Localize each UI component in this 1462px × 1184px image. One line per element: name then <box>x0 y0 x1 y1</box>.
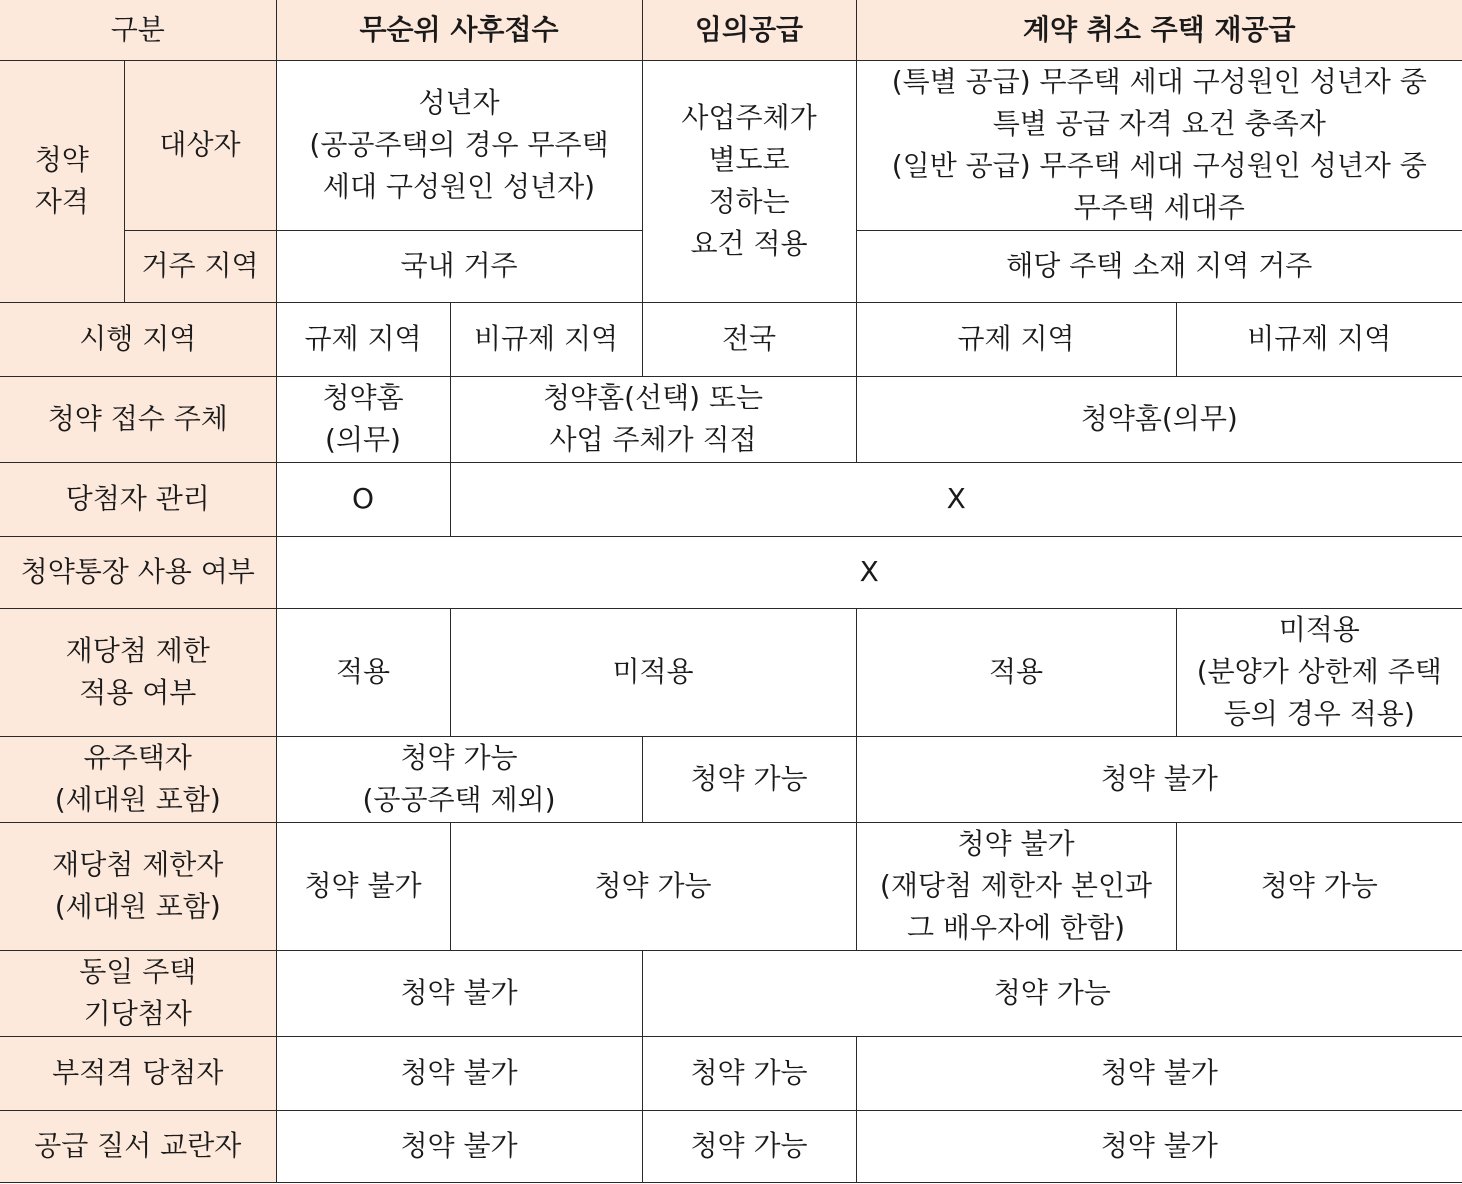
row-target <box>0 60 1462 230</box>
homeowner-cancelled: 청약 불가 <box>856 736 1462 822</box>
restricted-a: 청약 불가 <box>276 822 450 950</box>
same-house-unranked: 청약 불가 <box>276 950 642 1036</box>
account-value: X <box>276 536 1462 608</box>
text-line: (공공주택 제외) <box>362 783 556 816</box>
rewin-a: 적용 <box>276 608 450 736</box>
text-line: 무주택 세대주 <box>1073 191 1245 224</box>
row-winner-management <box>0 462 1462 536</box>
text-line: 유주택자 <box>83 741 192 774</box>
text-line: (공공주택의 경우 무주택 <box>309 128 609 161</box>
row-restricted <box>0 822 1462 950</box>
reception-middle <box>450 376 856 462</box>
rewin-c: 적용 <box>856 608 1176 736</box>
restricted-label <box>0 822 276 950</box>
row-homeowner <box>0 736 1462 822</box>
region-cell: 비규제 지역 <box>1176 302 1462 376</box>
text-line: 특별 공급 자격 요건 충족자 <box>992 107 1326 140</box>
text-line: 동일 주택 <box>79 955 197 988</box>
unqualified-label: 부적격 당첨자 <box>0 1036 276 1110</box>
target-cancelled <box>856 60 1462 230</box>
same-house-rest: 청약 가능 <box>642 950 1462 1036</box>
header-cancelled: 계약 취소 주택 재공급 <box>856 0 1462 60</box>
text-line: 청약홈(선택) 또는 <box>542 381 764 414</box>
text-line: 등의 경우 적용) <box>1223 697 1415 730</box>
homeowner-label <box>0 736 276 822</box>
text-line: (재당첨 제한자 본인과 <box>879 869 1153 902</box>
reception-cancelled: 청약홈(의무) <box>856 376 1462 462</box>
rewin-label <box>0 608 276 736</box>
header-category: 구분 <box>0 0 276 60</box>
text-line: 세대 구성원인 성년자) <box>322 170 596 203</box>
region-cell: 규제 지역 <box>276 302 450 376</box>
disruptor-cancelled: 청약 불가 <box>856 1110 1462 1182</box>
target-label: 대상자 <box>124 60 276 230</box>
residence-label: 거주 지역 <box>124 230 276 302</box>
text-line: (의무) <box>325 423 401 456</box>
winner-mgmt-rest: X <box>450 462 1462 536</box>
region-cell: 규제 지역 <box>856 302 1176 376</box>
restricted-d: 청약 가능 <box>1176 822 1462 950</box>
unqualified-cancelled: 청약 불가 <box>856 1036 1462 1110</box>
account-label: 청약통장 사용 여부 <box>0 536 276 608</box>
text-line: 정하는 <box>708 185 790 218</box>
reception-label: 청약 접수 주체 <box>0 376 276 462</box>
row-unqualified <box>0 1036 1462 1110</box>
region-label: 시행 지역 <box>0 302 276 376</box>
target-arbitrary <box>642 60 856 302</box>
target-unranked <box>276 60 642 230</box>
residence-unranked: 국내 거주 <box>276 230 642 302</box>
text-line: (세대원 포함) <box>54 783 221 816</box>
rewin-d <box>1176 608 1462 736</box>
text-line: 성년자 <box>418 86 500 119</box>
text-line: (세대원 포함) <box>54 890 221 923</box>
eligibility-label-line: 청약 <box>34 143 89 176</box>
disruptor-arbitrary: 청약 가능 <box>642 1110 856 1182</box>
header-row <box>0 0 1462 60</box>
row-disruptor <box>0 1110 1462 1182</box>
text-line: 재당첨 제한자 <box>52 848 224 881</box>
unqualified-unranked: 청약 불가 <box>276 1036 642 1110</box>
row-region <box>0 302 1462 376</box>
text-line: 청약 불가 <box>957 827 1075 860</box>
residence-cancelled: 해당 주택 소재 지역 거주 <box>856 230 1462 302</box>
text-line: 적용 여부 <box>79 676 197 709</box>
text-line: 별도로 <box>708 143 790 176</box>
disruptor-label: 공급 질서 교란자 <box>0 1110 276 1182</box>
homeowner-unranked <box>276 736 642 822</box>
region-cell: 비규제 지역 <box>450 302 642 376</box>
text-line: (특별 공급) 무주택 세대 구성원인 성년자 중 <box>891 65 1427 98</box>
header-arbitrary: 임의공급 <box>642 0 856 60</box>
disruptor-unranked: 청약 불가 <box>276 1110 642 1182</box>
text-line: 사업주체가 <box>681 101 817 134</box>
restricted-b: 청약 가능 <box>450 822 856 950</box>
region-cell: 전국 <box>642 302 856 376</box>
eligibility-label-line: 자격 <box>34 185 89 218</box>
winner-mgmt-regulated: O <box>276 462 450 536</box>
rewin-b: 미적용 <box>450 608 856 736</box>
homeowner-arbitrary: 청약 가능 <box>642 736 856 822</box>
text-line: 사업 주체가 직접 <box>549 423 757 456</box>
text-line: (일반 공급) 무주택 세대 구성원인 성년자 중 <box>891 149 1427 182</box>
reception-regulated <box>276 376 450 462</box>
text-line: 재당첨 제한 <box>65 634 210 667</box>
restricted-c <box>856 822 1176 950</box>
unqualified-arbitrary: 청약 가능 <box>642 1036 856 1110</box>
text-line: 청약 가능 <box>400 741 518 774</box>
winner-mgmt-label: 당첨자 관리 <box>0 462 276 536</box>
eligibility-group-label <box>0 60 124 302</box>
row-reception <box>0 376 1462 462</box>
row-same-house <box>0 950 1462 1036</box>
same-house-label <box>0 950 276 1036</box>
header-unranked: 무순위 사후접수 <box>276 0 642 60</box>
row-rewin-restriction <box>0 608 1462 736</box>
text-line: 미적용 <box>1278 613 1360 646</box>
text-line: 그 배우자에 한함) <box>906 911 1126 944</box>
text-line: (분양가 상한제 주택 <box>1196 655 1442 688</box>
text-line: 요건 적용 <box>690 227 808 260</box>
text-line: 기당첨자 <box>83 997 192 1030</box>
row-account-usage <box>0 536 1462 608</box>
text-line: 청약홈 <box>322 381 404 414</box>
